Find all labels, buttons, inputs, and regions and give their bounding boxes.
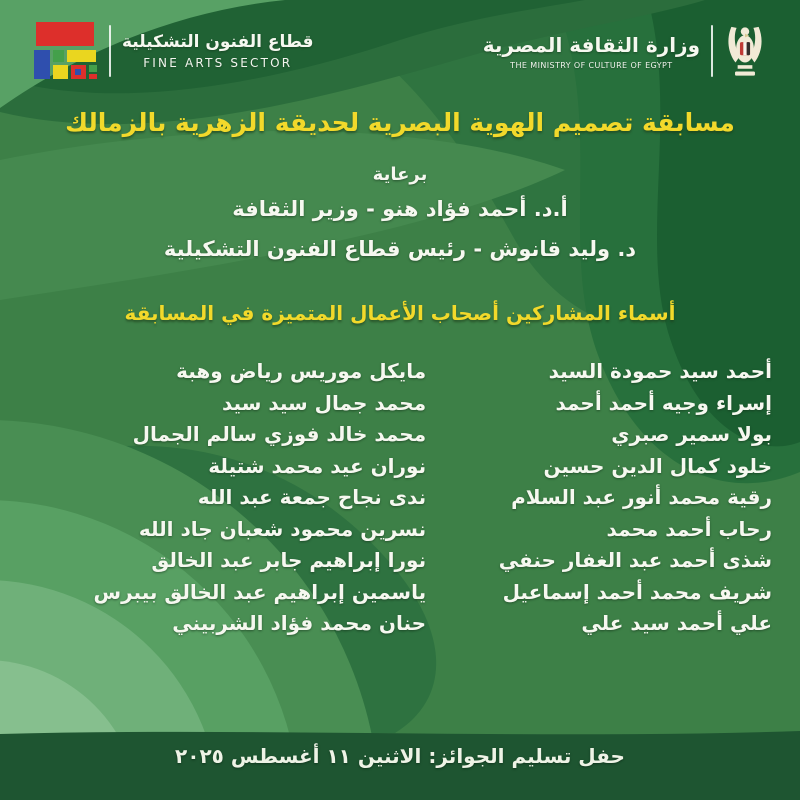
participants-column-left — [36, 356, 426, 640]
mosaic-tile — [36, 22, 94, 46]
patron-minister: أ.د. أحمد فؤاد هنو - وزير الثقافة — [232, 197, 568, 221]
mosaic-tile — [89, 74, 97, 79]
participant-name: رقية محمد أنور عبد السلام — [511, 485, 772, 509]
egypt-eagle-icon — [724, 23, 766, 79]
participant-name: محمد خالد فوزي سالم الجمال — [132, 422, 427, 446]
participant-name: شريف محمد أحمد إسماعيل — [502, 579, 772, 604]
participant-name: شذى أحمد عبد الغفار حنفي — [498, 548, 772, 572]
header-divider — [109, 25, 111, 77]
poster-title: مسابقة تصميم الهوية البصرية لحديقة الزهرية بالزمالك — [65, 108, 735, 137]
participant-name: أحمد سيد حمودة السيد — [548, 359, 772, 383]
mosaic-tile — [53, 65, 68, 79]
mosaic-tile — [89, 65, 97, 72]
participant-name: بولا سمير صبري — [611, 422, 772, 446]
ministry-logo — [483, 23, 766, 79]
mosaic-tile — [75, 69, 81, 75]
participants-list — [36, 356, 772, 640]
ministry-name-en: THE MINISTRY OF CULTURE OF EGYPT — [510, 60, 673, 70]
participant-name: محمد جمال سيد سيد — [221, 390, 427, 415]
participant-name: حنان محمد فؤاد الشربيني — [172, 611, 427, 635]
participant-name: نسرين محمود شعبان جاد الله — [138, 516, 427, 541]
participant-name: مايكل موريس رياض وهبة — [176, 359, 427, 383]
header-divider — [711, 25, 713, 77]
patronage-label: برعاية — [372, 164, 428, 185]
mosaic-tile — [67, 50, 96, 62]
participant-name: ندى نجاح جمعة عبد الله — [197, 485, 427, 509]
fine-arts-name-ar: قطاع الفنون التشكيلية — [122, 32, 314, 52]
patron-sector-head: د. وليد قانوش - رئيس قطاع الفنون التشكيلية — [163, 237, 637, 261]
fine-arts-mosaic — [34, 22, 98, 80]
participant-name: نوران عيد محمد شتيلة — [208, 453, 427, 478]
participant-name: نورا إبراهيم جابر عبد الخالق — [151, 548, 427, 572]
fine-arts-logo — [34, 22, 314, 80]
participant-name: إسراء وجيه أحمد أحمد — [555, 390, 772, 415]
participants-heading: أسماء المشاركين أصحاب الأعمال المتميزة في المسابقة — [124, 301, 676, 325]
participant-name: خلود كمال الدين حسين — [543, 453, 772, 478]
mosaic-tile — [53, 50, 64, 62]
ceremony-date: حفل تسليم الجوائز: الاثنين ١١ أغسطس ٢٠٢٥ — [175, 744, 625, 768]
participants-column-right — [426, 356, 772, 640]
header — [0, 22, 800, 80]
participant-name: رحاب أحمد محمد — [606, 516, 772, 541]
ministry-name-ar: وزارة الثقافة المصرية — [482, 32, 700, 57]
participant-name: ياسمين إبراهيم عبد الخالق بيبرس — [93, 579, 427, 604]
mosaic-tile — [34, 50, 50, 79]
fine-arts-name-en: FINE ARTS SECTOR — [143, 56, 293, 70]
participant-name: علي أحمد سيد علي — [581, 611, 772, 635]
